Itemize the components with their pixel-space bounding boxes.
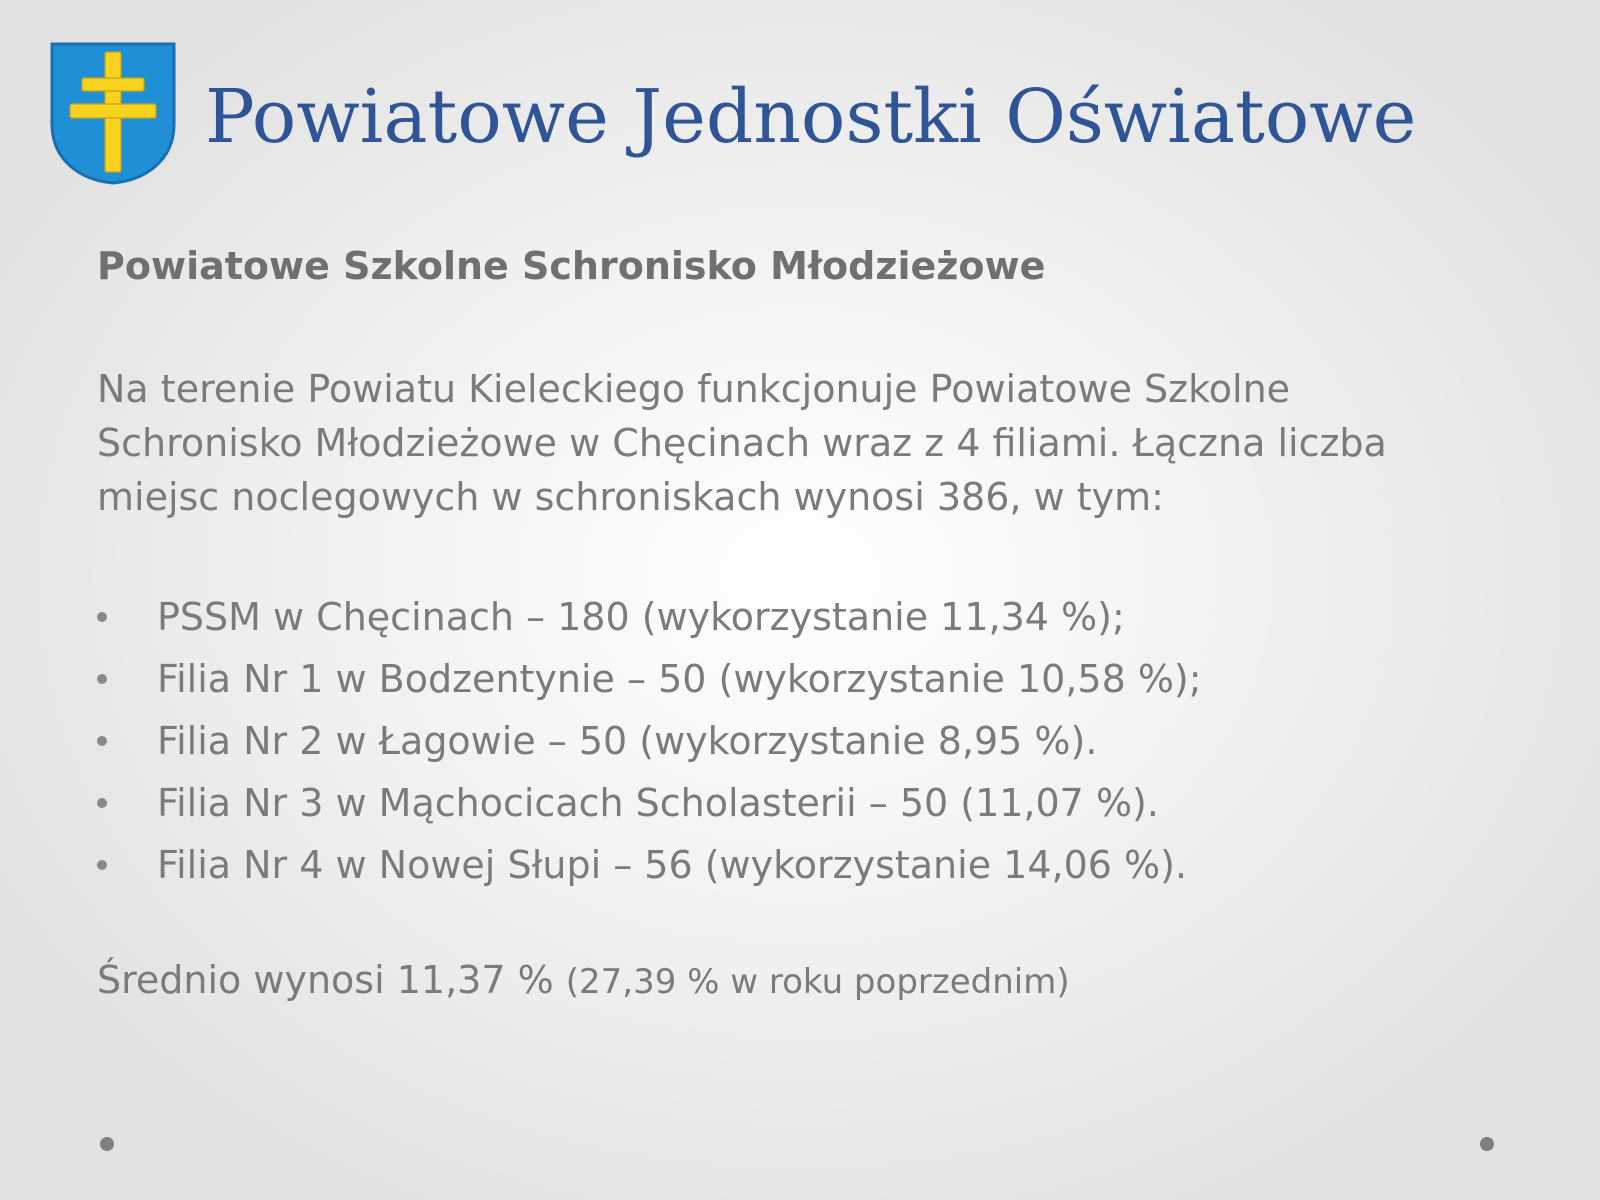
bullet-icon xyxy=(97,798,107,808)
list-item-text: PSSM w Chęcinach – 180 (wykorzystanie 11,34 %); xyxy=(157,595,1125,639)
section-heading: Powiatowe Szkolne Schronisko Młodzieżowe xyxy=(97,244,1046,288)
list-item xyxy=(97,834,1507,896)
header xyxy=(50,42,1570,192)
list-item xyxy=(97,586,1507,648)
list-item xyxy=(97,772,1507,834)
bullet-icon xyxy=(97,860,107,870)
list-item-text: Filia Nr 1 w Bodzentynie – 50 (wykorzystanie 10,58 %); xyxy=(157,657,1202,701)
list-item-text: Filia Nr 2 w Łagowie – 50 (wykorzystanie 8,95 %). xyxy=(157,719,1098,763)
bullet-icon xyxy=(97,736,107,746)
decorative-dot-right xyxy=(1480,1137,1494,1151)
list-item xyxy=(97,648,1507,710)
list-item-text: Filia Nr 3 w Mąchocicach Scholasterii – 50 (11,07 %). xyxy=(157,781,1159,825)
decorative-dot-left xyxy=(100,1137,114,1151)
main-content xyxy=(97,240,1507,1008)
coat-of-arms-icon xyxy=(50,42,176,185)
intro-paragraph: Na terenie Powiatu Kieleckiego funkcjonuje Powiatowe Szkolne Schronisko Młodzieżowe w Chęcinach wraz z 4 filiami. Łączna liczba miejsc noclegowych w schroniskach wynosi 386, w tym: xyxy=(97,367,1387,519)
list-item-text: Filia Nr 4 w Nowej Słupi – 56 (wykorzystanie 14,06 %). xyxy=(157,843,1188,887)
bullet-icon xyxy=(97,674,107,684)
bullet-icon xyxy=(97,612,107,622)
list-item xyxy=(97,710,1507,772)
bullet-list xyxy=(97,586,1507,896)
summary-previous-year: (27,39 % w roku poprzednim) xyxy=(565,962,1070,1002)
page-title: Powiatowe Jednostki Oświatowe xyxy=(205,74,1417,160)
summary-line xyxy=(97,954,1507,1008)
summary-average: Średnio wynosi 11,37 % xyxy=(97,958,566,1002)
